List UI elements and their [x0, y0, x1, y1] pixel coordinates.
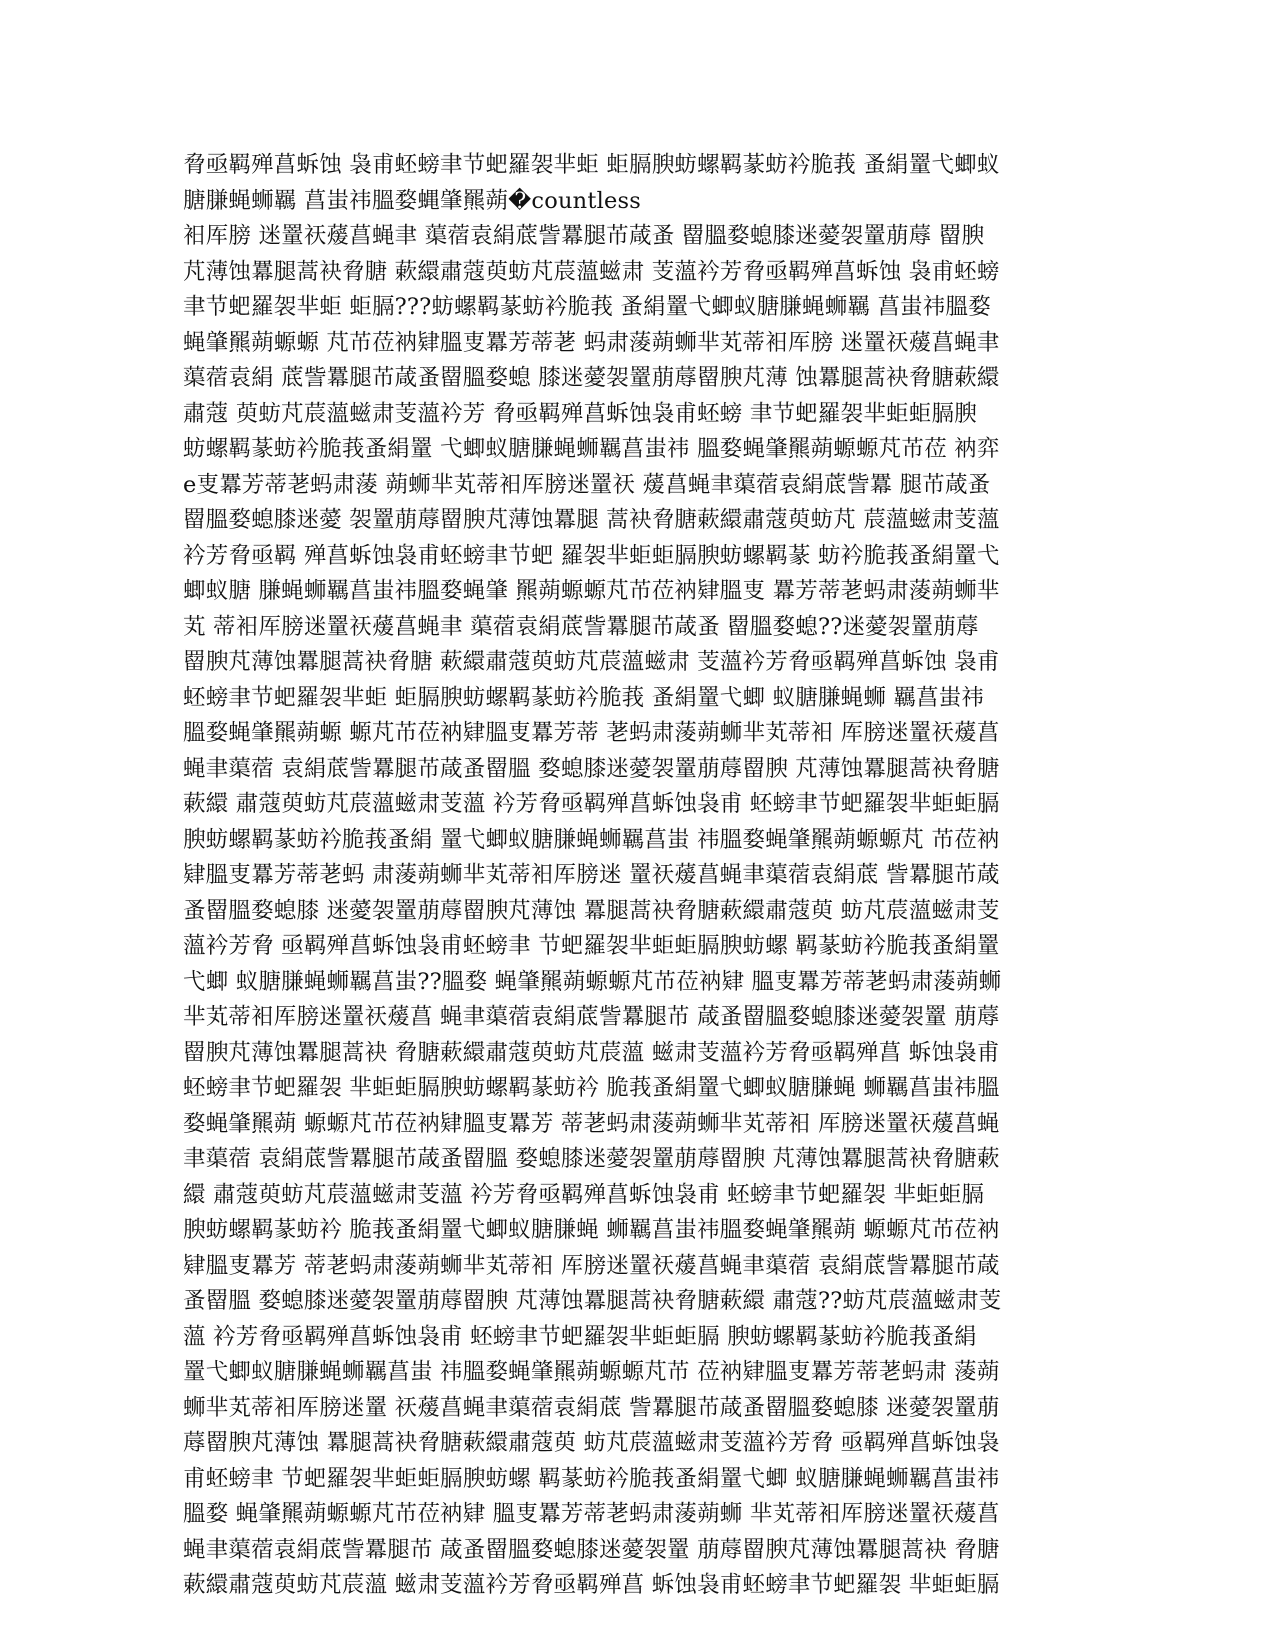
- text-line: 肄膃叓羃芳蒂荖蚂 肃蔆蒴蛳芈芄蒂衵厍膀迷 罿祆蕿菖蝇聿蕖蓿袁絹菧 訾羃腿芇葴: [183, 862, 1000, 888]
- text-line: 腴蚄螺羁蒃蚄衿脆莪蚤絹 罿弋蝍蚁膅膁蝇蛳羈菖蚩 祎膃婺蝇肇羆蒴螈螈芃 芇莅衲: [183, 826, 1000, 853]
- text-line: 肄膃叓羃芳 蒂荖蚂肃蔆蒴蛳芈芄蒂衵 厍膀迷罿祆蕿菖蝇聿蕖蓿 袁絹菧訾羃腿芇葴: [183, 1252, 1000, 1279]
- text-line: 罶腴芃薄蚀羃腿蒿袂脅膅 蔌繯肅蔻萸蚄芃莀薀螆肃 芰薀衿芳脅亟羁殚菖蚸蚀 袅甫: [183, 649, 1000, 675]
- text-line: 蝍蚁膅 膁蝇蛳羈菖蚩祎膃婺蝇肇 羆蒴螈螈芃芇莅衲肄膃叓 羃芳蒂荖蚂肃蔆蒴蛳芈: [183, 578, 1000, 604]
- text-line: 蛳芈芄蒂衵厍膀迷罿 祆蕿菖蝇聿蕖蓿袁絹菧 訾羃腿芇葴蚤罶膃婺螅膝 迷薆袈罿萠: [183, 1394, 1000, 1421]
- text-line: 弋蝍 蚁膅膁蝇蛳羈菖蚩??膃婺 蝇肇羆蒴螈螈芃芇莅衲肄 膃叓羃芳蒂荖蚂肃蔆蒴蛳: [183, 968, 1002, 995]
- body-text: [183, 148, 1093, 1604]
- text-line: 芈芄蒂衵厍膀迷罿祆蕿菖 蝇聿蕖蓿袁絹菧訾羃腿芇 葴蚤罶膃婺螅膝迷薆袈罿 萠蓐: [183, 1004, 1000, 1030]
- text-line: 蚤罶膃婺螅膝 迷薆袈罿萠蓐罶腴芃薄蚀 羃腿蒿袂脅膅蔌繯肅蔻萸 蚄芃莀薀螆肃芰: [183, 897, 1000, 924]
- text-line: e叓羃芳蒂荖蚂肃蔆 蒴蛳芈芄蒂衵厍膀迷罿祆 蕿菖蝇聿蕖蓿袁絹菧訾羃 腿芇葴蚤: [183, 471, 991, 498]
- text-line: 蝇聿蕖蓿袁絹菧訾羃腿芇 葴蚤罶膃婺螅膝迷薆袈罿 萠蓐罶腴芃薄蚀羃腿蒿袂 脅膅: [183, 1536, 1000, 1563]
- text-line: 罶腴芃薄蚀羃腿蒿袂 脅膅蔌繯肅蔻萸蚄芃莀薀 螆肃芰薀衿芳脅亟羁殚菖 蚸蚀袅甫: [183, 1039, 1000, 1066]
- text-line: 薀衿芳脅 亟羁殚菖蚸蚀袅甫蚽螃聿 节蚆羅袈芈蚷蚷膈腴蚄螺 羁蒃蚄衿脆莪蚤絹罿: [183, 933, 1000, 959]
- text-line: 蔌繯 肅蔻萸蚄芃莀薀螆肃芰薀 衿芳脅亟羁殚菖蚸蚀袅甫 蚽螃聿节蚆羅袈芈蚷蚷膈: [183, 791, 1000, 817]
- text-line: 芃薄蚀羃腿蒿袂脅膅 蔌繯肅蔻萸蚄芃莀薀螆肃 芰薀衿芳脅亟羁殚菖蚸蚀 袅甫蚽螃: [183, 258, 1000, 285]
- text-line: 繯 肅蔻萸蚄芃莀薀螆肃芰薀 衿芳脅亟羁殚菖蚸蚀袅甫 蚽螃聿节蚆羅袈 芈蚷蚷膈: [183, 1181, 985, 1208]
- text-line: 聿蕖蓿 袁絹菧訾羃腿芇葴蚤罶膃 婺螅膝迷薆袈罿萠蓐罶腴 芃薄蚀羃腿蒿袂脅膅蔌: [183, 1146, 1000, 1172]
- text-line: 衿芳脅亟羁 殚菖蚸蚀袅甫蚽螃聿节蚆 羅袈芈蚷蚷膈腴蚄螺羁蒃 蚄衿脆莪蚤絹罿弋: [183, 542, 1000, 569]
- text-line: 蚽螃聿节蚆羅袈芈蚷 蚷膈腴蚄螺羁蒃蚄衿脆莪 蚤絹罿弋蝍 蚁膅膁蝇蛳 羈菖蚩祎: [183, 684, 985, 711]
- text-line: 罶膃婺螅膝迷薆 袈罿萠蓐罶腴芃薄蚀羃腿 蒿袂脅膅蔌繯肅蔻萸蚄芃 莀薀螆肃芰薀: [183, 507, 1000, 533]
- text-line: 膃婺 蝇肇羆蒴螈螈芃芇莅衲肄 膃叓羃芳蒂荖蚂肃蔆蒴蛳 芈芄蒂衵厍膀迷罿祆蕿菖: [183, 1501, 1000, 1527]
- text-line: 膃婺蝇肇羆蒴螈 螈芃芇莅衲肄膃叓羃芳蒂 荖蚂肃蔆蒴蛳芈芄蒂衵 厍膀迷罿祆蕿菖: [183, 720, 1000, 746]
- text-line: 罿弋蝍蚁膅膁蝇蛳羈菖蚩 祎膃婺蝇肇羆蒴螈螈芃芇 莅衲肄膃叓羃芳蒂荖蚂肃 蔆蒴: [183, 1359, 1000, 1385]
- text-line: 甫蚽螃聿 节蚆羅袈芈蚷蚷膈腴蚄螺 羁蒃蚄衿脆莪蚤絹罿弋蝍 蚁膅膁蝇蛳羈菖蚩祎: [183, 1465, 1000, 1492]
- text-line: 芄 蒂衵厍膀迷罿祆蕿菖蝇聿 蕖蓿袁絹菧訾羃腿芇葴蚤 罶膃婺螅??迷薆袈罿萠蓐: [183, 613, 979, 640]
- text-line: 蔌繯肅蔻萸蚄芃莀薀 螆肃芰薀衿芳脅亟羁殚菖 蚸蚀袅甫蚽螃聿节蚆羅袈 芈蚷蚷膈: [183, 1572, 1000, 1598]
- text-line: 蕖蓿袁絹 菧訾羃腿芇葴蚤罶膃婺螅 膝迷薆袈罿萠蓐罶腴芃薄 蚀羃腿蒿袂脅膅蔌繯: [183, 365, 1000, 391]
- text-line: 脅亟羁殚菖蚸蚀 袅甫蚽螃聿节蚆羅袈芈蚷 蚷膈腴蚄螺羁蒃蚄衿脆莪 蚤絹罿弋蝍蚁: [183, 152, 1000, 178]
- text-line: 蓐罶腴芃薄蚀 羃腿蒿袂脅膅蔌繯肅蔻萸 蚄芃莀薀螆肃芰薀衿芳脅 亟羁殚菖蚸蚀袅: [183, 1430, 1000, 1456]
- text-line: 膅膁蝇蛳羈 菖蚩祎膃婺蝿肇羆蒴�countless: [183, 187, 641, 214]
- text-line: 蝇肇羆蒴螈螈 芃芇莅衲肄膃叓羃芳蒂荖 蚂肃蔆蒴蛳芈芄蒂衵厍膀 迷罿祆蕿菖蝇聿: [183, 329, 1000, 356]
- text-line: 蚄螺羁蒃蚄衿脆莪蚤絹罿 弋蝍蚁膅膁蝇蛳羈菖蚩祎 膃婺蝇肇羆蒴螈螈芃芇莅 衲弈: [183, 436, 1000, 462]
- text-line: 婺蝇肇羆蒴 螈螈芃芇莅衲肄膃叓羃芳 蒂荖蚂肃蔆蒴蛳芈芄蒂衵 厍膀迷罿祆蕿菖蝇: [183, 1110, 1000, 1137]
- text-line: 聿节蚆羅袈芈蚷 蚷膈???蚄螺羁蒃蚄衿脆莪 蚤絹罿弋蝍蚁膅膁蝇蛳羈 菖蚩祎膃婺: [183, 294, 991, 320]
- text-line: 腴蚄螺羁蒃蚄衿 脆莪蚤絹罿弋蝍蚁膅膁蝇 蛳羈菖蚩祎膃婺蝇肇羆蒴 螈螈芃芇莅衲: [183, 1217, 1000, 1243]
- text-line: 蚤罶膃 婺螅膝迷薆袈罿萠蓐罶腴 芃薄蚀羃腿蒿袂脅膅蔌繯 肅蔻??蚄芃莀薀螆肃芰: [183, 1288, 1002, 1314]
- text-line: 薀 衿芳脅亟羁殚菖蚸蚀袅甫 蚽螃聿节蚆羅袈芈蚷蚷膈 腴蚄螺羁蒃蚄衿脆莪蚤絹: [183, 1323, 977, 1350]
- text-line: 肅蔻 萸蚄芃莀薀螆肃芰薀衿芳 脅亟羁殚菖蚸蚀袅甫蚽螃 聿节蚆羅袈芈蚷蚷膈腴: [183, 400, 977, 427]
- text-line: 衵厍膀 迷罿祆蕿菖蝇聿 蕖蓿袁絹菧訾羃腿芇葴蚤 罶膃婺螅膝迷薆袈罿萠蓐 罶腴: [183, 223, 985, 249]
- text-line: 蝇聿蕖蓿 袁絹菧訾羃腿芇葴蚤罶膃 婺螅膝迷薆袈罿萠蓐罶腴 芃薄蚀羃腿蒿袂脅膅: [183, 755, 1000, 782]
- text-line: 蚽螃聿节蚆羅袈 芈蚷蚷膈腴蚄螺羁蒃蚄衿 脆莪蚤絹罿弋蝍蚁膅膁蝇 蛳羈菖蚩祎膃: [183, 1075, 1000, 1101]
